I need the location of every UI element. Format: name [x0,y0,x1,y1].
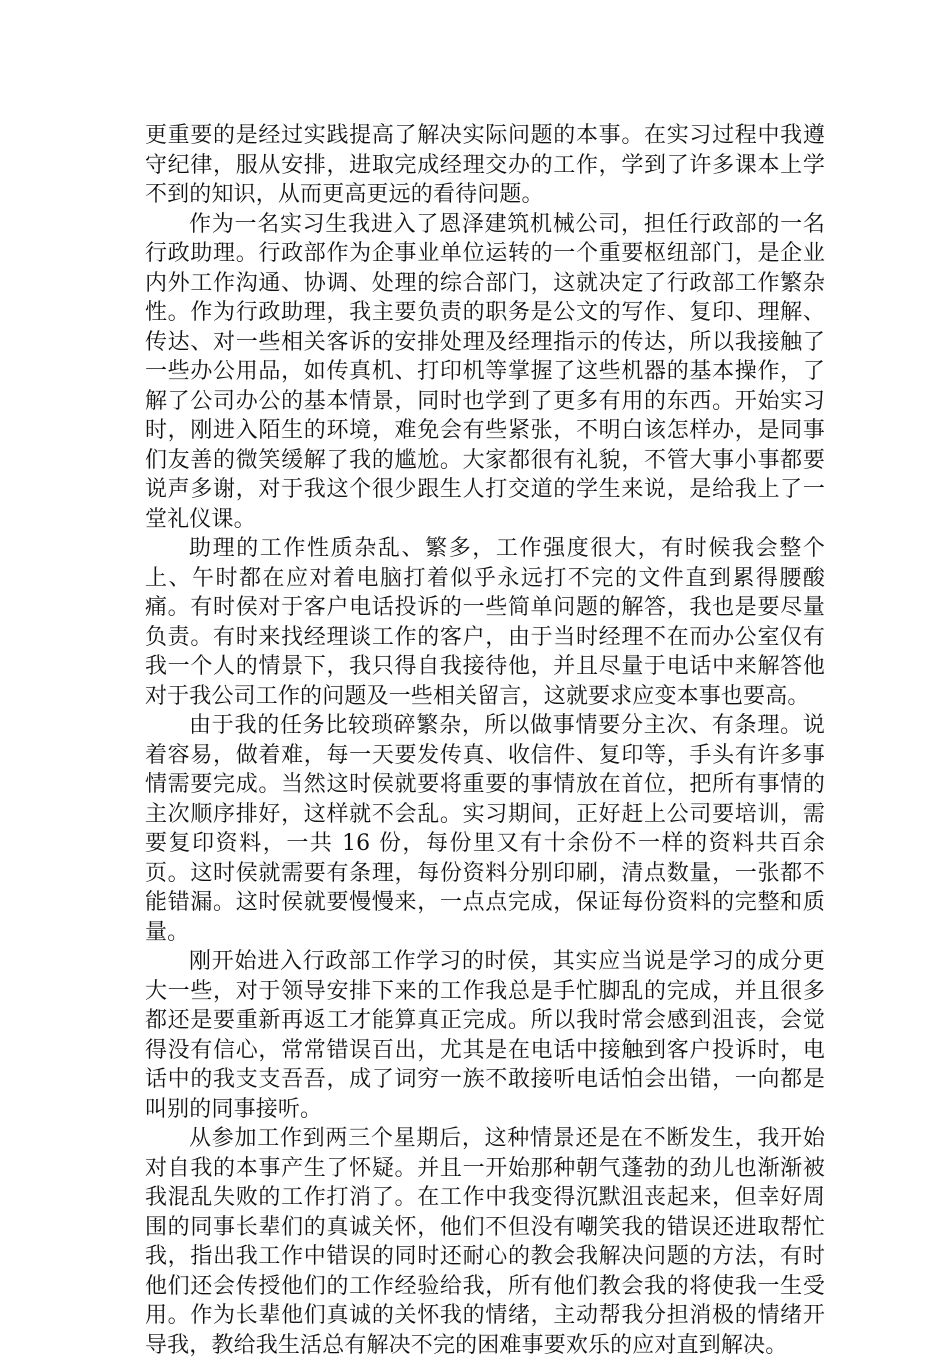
paragraph: 更重要的是经过实践提高了解决实际问题的本事。在实习过程中我遵守纪律，服从安排，进取完成经理交办的工作，学到了许多课本上学不到的知识，从而更高更远的看待问题。 [145,123,825,207]
paragraph: 助理的工作性质杂乱、繁多，工作强度很大，有时候我会整个上、午时都在应对着电脑打着似乎永远打不完的文件直到累得腰酸痛。有时侯对于客户电话投诉的一些简单问题的解答，我也是要尽量负责。有时来找经理谈工作的客户，由于当时经理不在而办公室仅有我一个人的情景下，我只得自我接待他，并且尽量于电话中来解答他对于我公司工作的问题及一些相关留言，这就要求应变本事也要高。 [145,536,825,709]
paragraph: 由于我的任务比较琐碎繁杂，所以做事情要分主次、有条理。说着容易，做着难，每一天要发传真、收信件、复印等，手头有许多事情需要完成。当然这时侯就要将重要的事情放在首位，把所有事情的主次顺序排好，这样就不会乱。实习期间，正好赶上公司要培训，需要复印资料，一共 16 份，每份里又有十余份不一样的资料共百余页。这时侯就需要有条理，每份资料分别印刷，清点数量，一张都不能错漏。这时侯就要慢慢来，一点点完成，保证每份资料的完整和质量。 [145,713,825,945]
paragraph: 刚开始进入行政部工作学习的时侯，其实应当说是学习的成分更大一些，对于领导安排下来的工作我总是手忙脚乱的完成，并且很多都还是要重新再返工才能算真正完成。所以我时常会感到沮丧，会觉得没有信心，常常错误百出，尤其是在电话中接触到客户投诉时，电话中的我支支吾吾，成了词穷一族不敢接听电话怕会出错，一向都是叫别的同事接听。 [145,949,825,1122]
paragraph: 从参加工作到两三个星期后，这种情景还是在不断发生，我开始对自我的本事产生了怀疑。并且一开始那种朝气蓬勃的劲儿也渐渐被我混乱失败的工作打消了。在工作中我变得沉默沮丧起来，但幸好周围的同事长辈们的真诚关怀，他们不但没有嘲笑我的错误还进取帮忙我，指出我工作中错误的同时还耐心的教会我解决问题的方法，有时他们还会传授他们的工作经验给我，所有他们教会我的将使我一生受用。作为长辈他们真诚的关怀我的情绪，主动帮我分担消极的情绪开导我，教给我生活总有解决不完的困难事要欢乐的应对直到解决。 [145,1126,825,1358]
document-body [145,121,825,1360]
paragraph: 作为一名实习生我进入了恩泽建筑机械公司，担任行政部的一名行政助理。行政部作为企事业单位运转的一个重要枢纽部门，是企业内外工作沟通、协调、处理的综合部门，这就决定了行政部工作繁杂性。作为行政助理，我主要负责的职务是公文的写作、复印、理解、传达、对一些相关客诉的安排处理及经理指示的传达，所以我接触了一些办公用品，如传真机、打印机等掌握了这些机器的基本操作，了解了公司办公的基本情景，同时也学到了更多有用的东西。开始实习时，刚进入陌生的环境，难免会有些紧张，不明白该怎样办，是同事们友善的微笑缓解了我的尴尬。大家都很有礼貌，不管大事小事都要说声多谢，对于我这个很少跟生人打交道的学生来说，是给我上了一堂礼仪课。 [145,211,825,532]
